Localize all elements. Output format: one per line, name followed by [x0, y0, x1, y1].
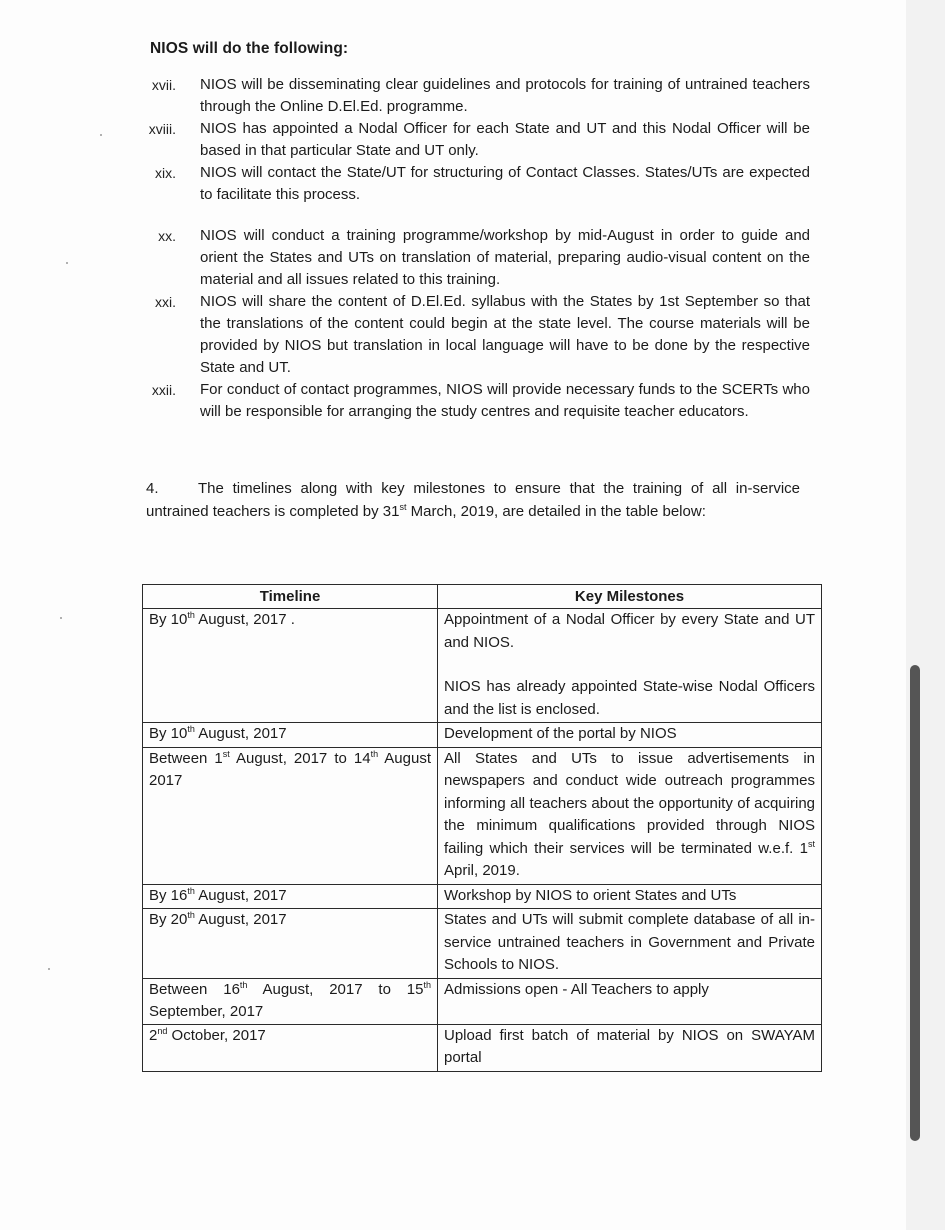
- timeline-cell: [143, 723, 438, 748]
- list-item-number: xvii.: [151, 77, 176, 93]
- milestone-text: All States and UTs to issue advertisements in newspapers and conduct wide outreach programmes informing all teachers about the opportunity of acquiring the minimum qualifications provided through NIOS failing which their services will be terminated w.e.f. 1: [444, 749, 815, 857]
- superscript: st: [399, 501, 407, 512]
- superscript: th: [239, 979, 248, 990]
- list-item: [140, 291, 810, 379]
- table-row: [143, 978, 822, 1024]
- superscript: th: [187, 910, 195, 920]
- superscript: th: [187, 885, 195, 896]
- timeline-cell: [143, 978, 438, 1024]
- timeline-text: Between 16: [149, 980, 240, 998]
- list-item: [140, 379, 810, 423]
- table-row: [143, 747, 822, 884]
- milestone-cell: [438, 747, 822, 884]
- milestone-cell: Development of the portal by NIOS: [438, 723, 822, 748]
- superscript: nd: [157, 1025, 168, 1036]
- superscript: th: [423, 979, 431, 990]
- paragraph-text: The timelines along with key milestones to ensure that the training of all in-service untrained teachers is completed by 31: [146, 480, 800, 520]
- timeline-text: By 16: [149, 886, 188, 904]
- scan-speck: [66, 262, 68, 264]
- milestone-text: April, 2019.: [444, 862, 520, 879]
- table-row: [143, 609, 822, 723]
- timeline-text: August, 2017: [194, 725, 287, 742]
- table-row: [143, 723, 822, 748]
- timeline-cell: [143, 609, 438, 723]
- superscript: st: [222, 748, 230, 759]
- table-row: [143, 1024, 822, 1071]
- scan-speck: [60, 617, 62, 619]
- timeline-text: September, 2017: [149, 1003, 264, 1020]
- list-item: [140, 162, 810, 206]
- table-row: [143, 909, 822, 979]
- timeline-table: [142, 584, 822, 1072]
- list-item-number: xviii.: [148, 121, 176, 137]
- milestone-cell: States and UTs will submit complete database of all in-service untrained teachers in Government and Private Schools to NIOS.: [438, 909, 822, 979]
- timeline-text: By 10: [149, 725, 188, 742]
- scan-speck: [100, 134, 102, 136]
- milestone-note: NIOS has already appointed State-wise Nodal Officers and the list is enclosed.: [444, 678, 815, 718]
- vertical-scrollbar-thumb[interactable]: [910, 665, 920, 1141]
- milestone-cell: Admissions open - All Teachers to apply: [438, 978, 822, 1024]
- list-item-number: xxii.: [151, 382, 176, 398]
- section-heading: NIOS will do the following:: [150, 40, 349, 57]
- timeline-cell: [143, 747, 438, 884]
- timeline-text: By 10: [149, 611, 188, 628]
- timeline-text: By 20: [149, 911, 188, 928]
- paragraph-4: [146, 478, 800, 523]
- superscript: th: [187, 610, 195, 620]
- timeline-text: August, 2017: [194, 886, 287, 904]
- list-item-text: NIOS will contact the State/UT for structuring of Contact Classes. States/UTs are expected to facilitate this process.: [200, 164, 810, 203]
- timeline-text: 2: [149, 1026, 158, 1044]
- timeline-cell: [143, 884, 438, 909]
- list-item-text: NIOS will share the content of D.El.Ed. syllabus with the States by 1st September so that the translations of the content could begin at the state level. The course materials will be provided by NIOS but translation in local language will have to be done by the respective State and UT.: [200, 293, 810, 376]
- milestone-text: Appointment of a Nodal Officer by every State and UT and NIOS.: [444, 611, 815, 651]
- timeline-text: August 2017: [149, 749, 431, 789]
- timeline-cell: [143, 909, 438, 979]
- list-item: [140, 118, 810, 162]
- paragraph-text-cont: March, 2019, are detailed in the table below:: [406, 502, 706, 520]
- table-row: [143, 884, 822, 909]
- superscript: th: [187, 724, 195, 734]
- paragraph-number: 4.: [146, 480, 159, 497]
- header-key-milestones: Key Milestones: [438, 585, 822, 609]
- timeline-cell: [143, 1024, 438, 1071]
- timeline-text: August, 2017 to 15: [247, 980, 424, 998]
- list-item-text: NIOS has appointed a Nodal Officer for each State and UT and this Nodal Officer will be based in that particular State and UT only.: [200, 120, 810, 159]
- header-timeline: Timeline: [143, 585, 438, 609]
- list-item-text: NIOS will be disseminating clear guidelines and protocols for training of untrained teachers through the Online D.El.Ed. programme.: [200, 76, 810, 115]
- timeline-text: August, 2017 .: [194, 611, 295, 628]
- timeline-text: August, 2017: [194, 911, 287, 928]
- timeline-text: August, 2017 to 14: [229, 749, 371, 767]
- superscript: th: [370, 748, 379, 759]
- list-item-number: xx.: [158, 228, 176, 244]
- list-item-text: For conduct of contact programmes, NIOS will provide necessary funds to the SCERTs who will be responsible for arranging the study centres and requisite teacher educators.: [200, 381, 810, 420]
- milestone-cell: [438, 609, 822, 723]
- list-item-number: xix.: [155, 165, 176, 181]
- list-item-text: NIOS will conduct a training programme/workshop by mid-August in order to guide and orient the States and UTs on translation of material, preparing audio-visual content on the material and all issues related to this training.: [200, 227, 810, 288]
- table-header-row: [143, 585, 822, 609]
- timeline-text: Between 1: [149, 749, 223, 767]
- list-item: [140, 225, 810, 291]
- milestone-cell: Upload first batch of material by NIOS on SWAYAM portal: [438, 1024, 822, 1071]
- scan-speck: [48, 968, 50, 970]
- spacer: [444, 654, 815, 676]
- list-gap: [140, 206, 810, 225]
- list-item: [140, 74, 810, 118]
- milestone-cell: Workshop by NIOS to orient States and UTs: [438, 884, 822, 909]
- numbered-list: [140, 74, 810, 423]
- superscript: st: [807, 838, 815, 849]
- list-item-number: xxi.: [155, 294, 176, 310]
- timeline-text: October, 2017: [167, 1026, 266, 1044]
